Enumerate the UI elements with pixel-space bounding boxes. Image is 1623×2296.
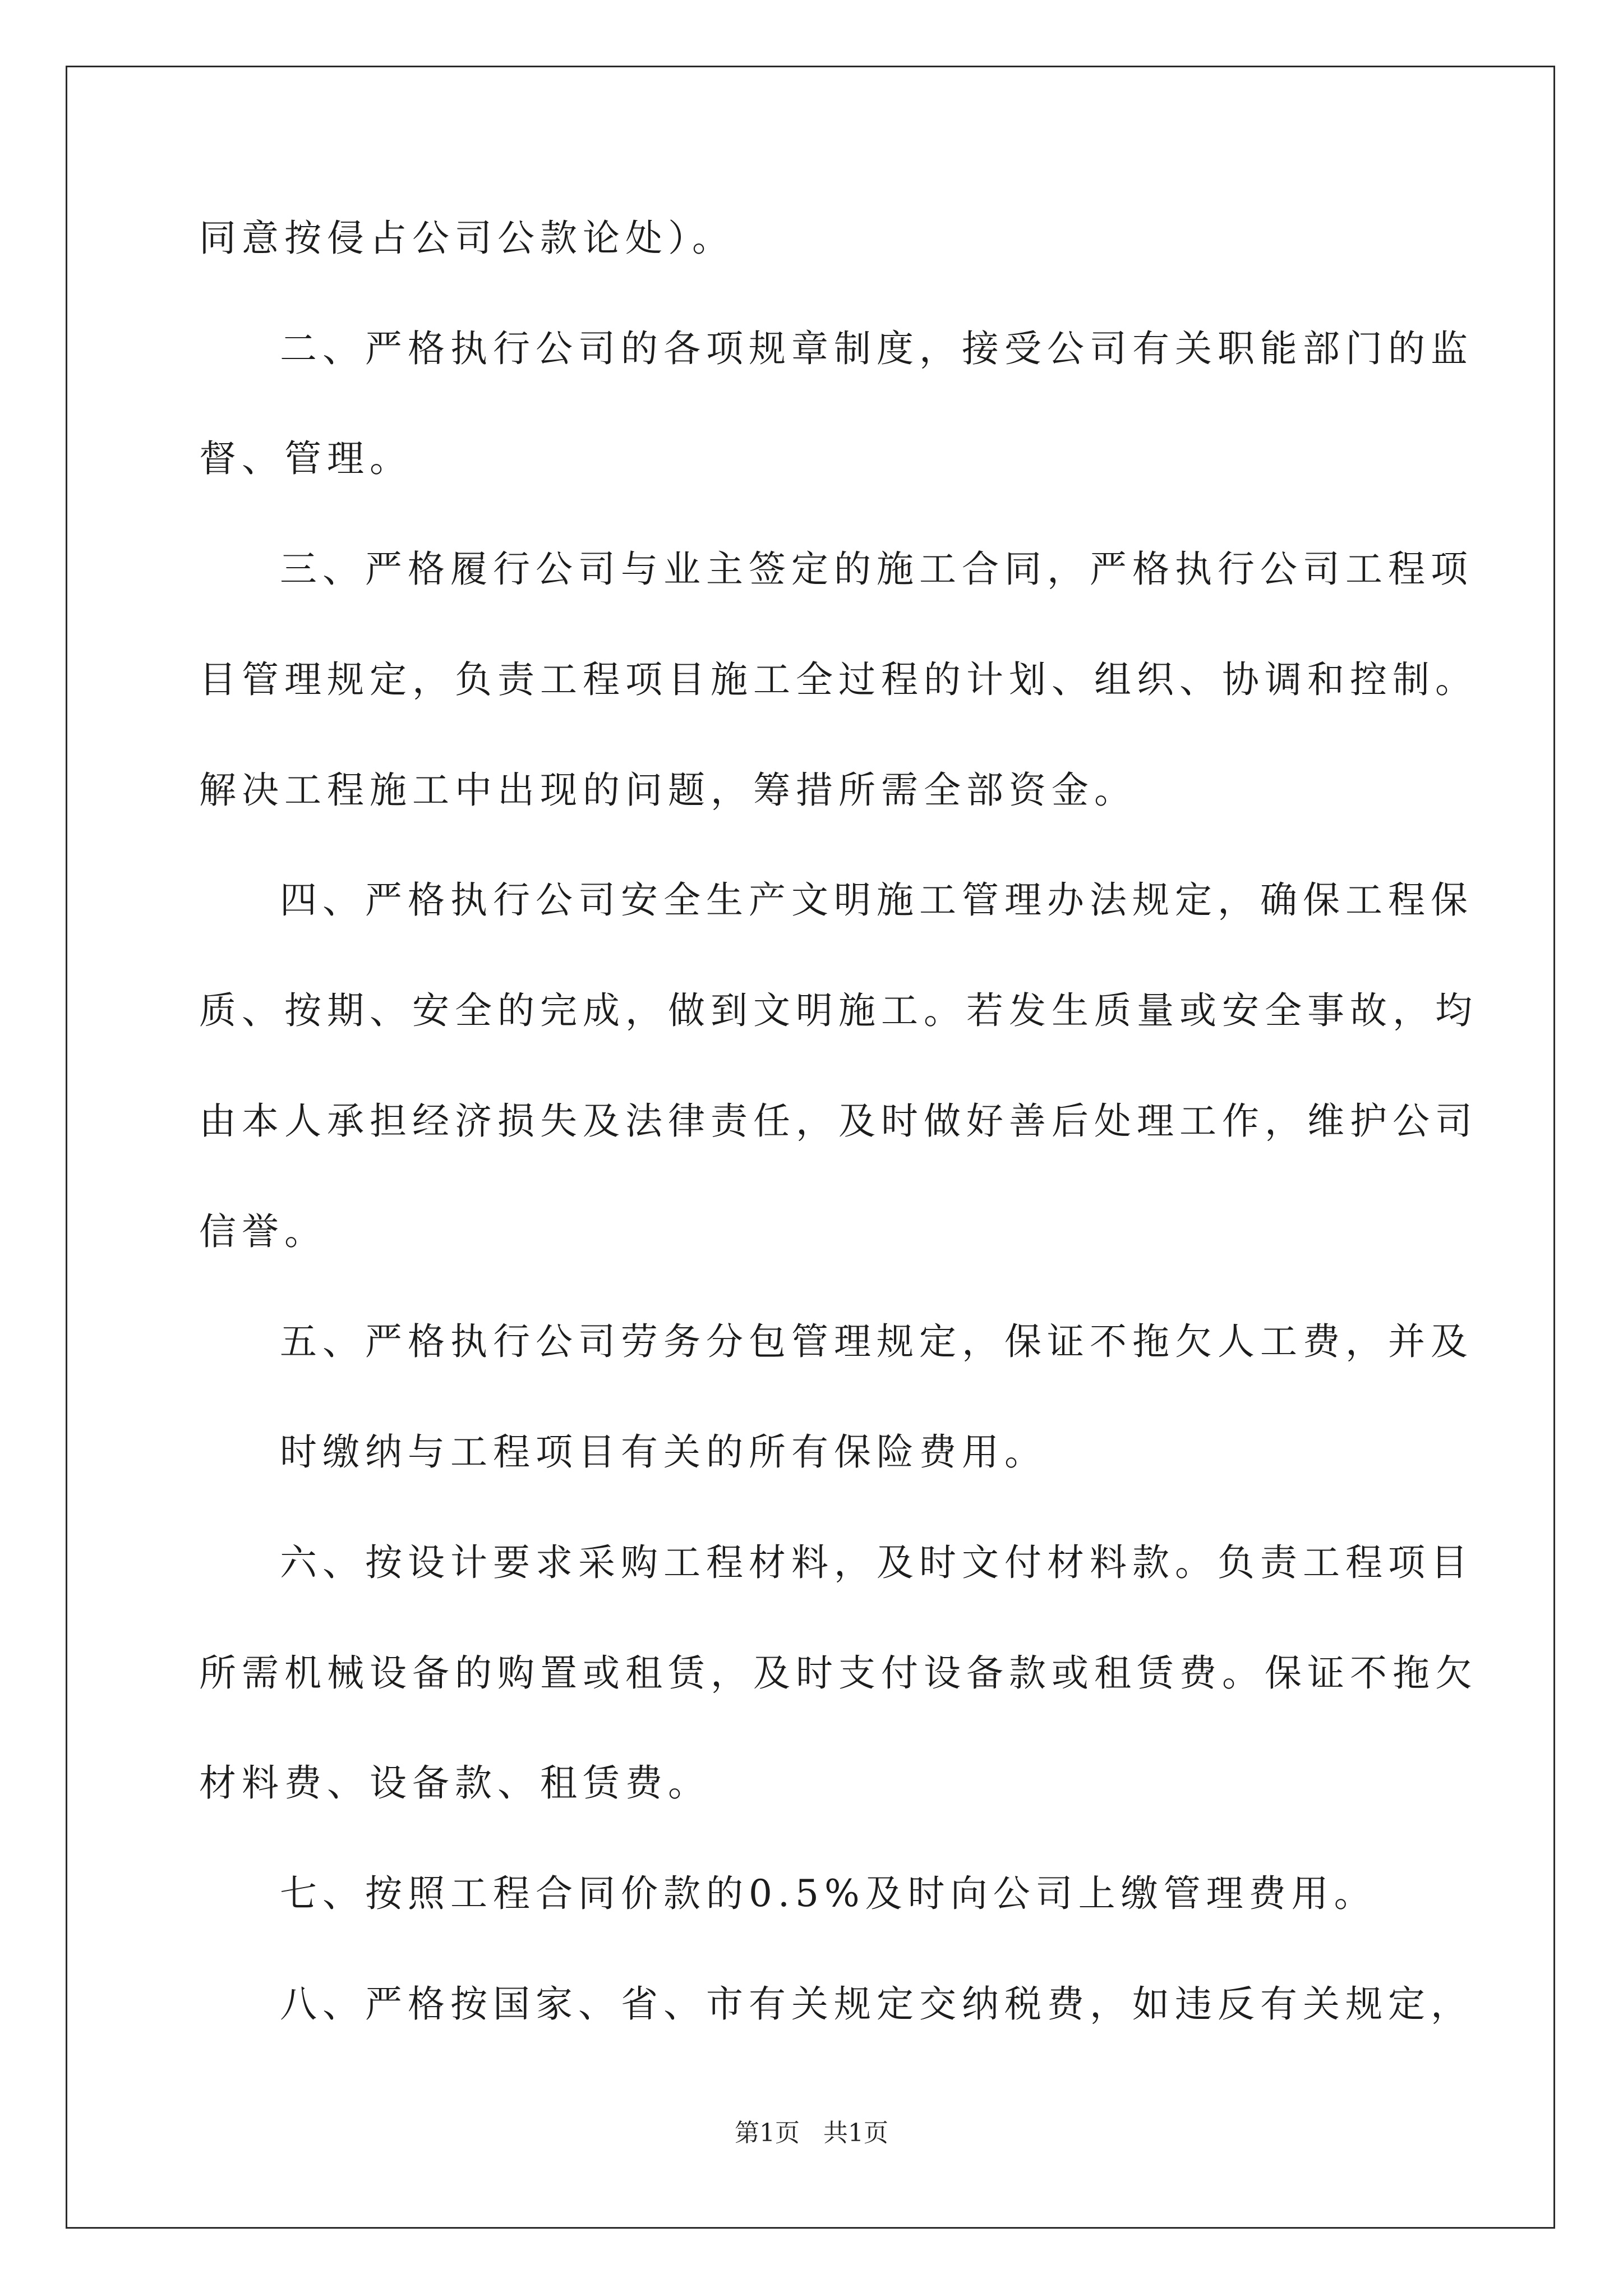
text-line-7: 四、严格执行公司安全生产文明施工管理办法规定，确保工程保 — [280, 878, 1473, 922]
text-line-4: 三、严格履行公司与业主签定的施工合同，严格执行公司工程项 — [280, 547, 1473, 591]
text-line-2: 二、严格执行公司的各项规章制度，接受公司有关职能部门的监 — [280, 327, 1473, 370]
text-line-15: 材料费、设备款、租赁费。 — [199, 1761, 711, 1805]
text-line-17: 八、严格按国家、省、市有关规定交纳税费，如违反有关规定， — [280, 1982, 1473, 2026]
page-footer: 第1页 共1页 — [735, 2119, 888, 2147]
text-line-6: 解决工程施工中出现的问题，筹措所需全部资金。 — [199, 769, 1137, 812]
text-line-3: 督、管理。 — [199, 437, 412, 480]
text-line-1: 同意按侵占公司公款论处）。 — [199, 217, 735, 260]
text-line-16: 七、按照工程合同价款的0.5%及时向公司上缴管理费用。 — [280, 1872, 1377, 1915]
text-line-12: 时缴纳与工程项目有关的所有保险费用。 — [280, 1430, 1047, 1474]
text-line-14: 所需机械设备的购置或租赁，及时支付设备款或租赁费。保证不拖欠 — [199, 1651, 1478, 1695]
text-line-5: 目管理规定，负责工程项目施工全过程的计划、组织、协调和控制。 — [199, 658, 1478, 701]
text-line-11: 五、严格执行公司劳务分包管理规定，保证不拖欠人工费，并及 — [280, 1320, 1473, 1363]
text-line-13: 六、按设计要求采购工程材料，及时文付材料款。负责工程项目 — [280, 1541, 1473, 1584]
text-line-10: 信誉。 — [199, 1210, 327, 1253]
text-line-8: 质、按期、安全的完成，做到文明施工。若发生质量或安全事故，均 — [199, 989, 1478, 1032]
text-line-9: 由本人承担经济损失及法律责任，及时做好善后处理工作，维护公司 — [199, 1099, 1478, 1143]
